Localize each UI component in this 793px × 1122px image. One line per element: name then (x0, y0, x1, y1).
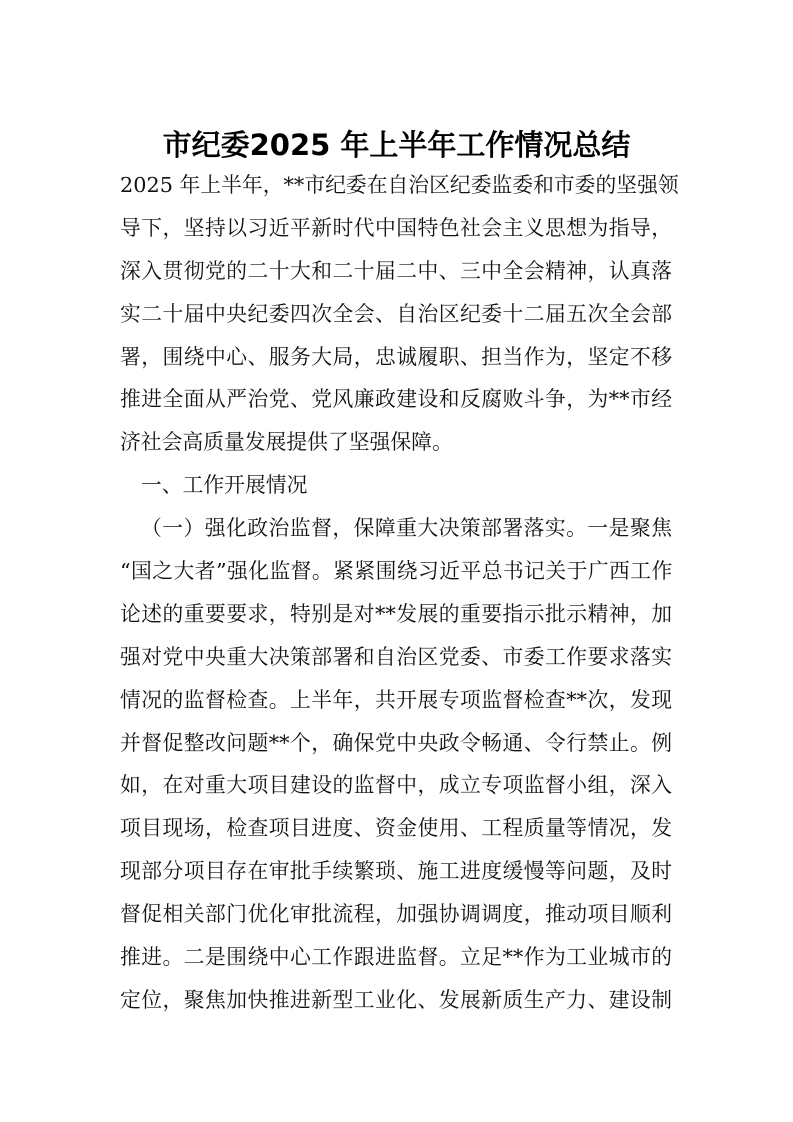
body-line: 强对党中央重大决策部署和自治区党委、市委工作要求落实 (120, 644, 672, 669)
body-line: 项目现场，检查项目进度、资金使用、工程质量等情况，发 (120, 816, 672, 841)
body-line: 并督促整改问题**个，确保党中央政令畅通、令行禁止。例 (120, 730, 672, 755)
document-body (120, 164, 679, 1022)
body-line: 推进。二是围绕中心工作跟进监督。立足**作为工业城市的 (120, 945, 672, 970)
body-line: 情况的监督检查。上半年，共开展专项监督检查**次，发现 (120, 687, 672, 712)
body-line: 署，围绕中心、服务大局，忠诚履职、担当作为，坚定不移 (120, 344, 672, 369)
body-line: 督促相关部门优化审批流程，加强协调调度，推动项目顺利 (120, 902, 672, 927)
body-line: 导下，坚持以习近平新时代中国特色社会主义思想为指导， (120, 215, 672, 240)
body-line: 定位，聚焦加快推进新型工业化、发展新质生产力、建设制 (120, 987, 672, 1012)
intro-paragraph (120, 164, 679, 464)
body-line: 论述的重要要求，特别是对**发展的重要指示批示精神，加 (120, 601, 672, 626)
body-line: 实二十届中央纪委四次全会、自治区纪委十二届五次全会部 (120, 301, 672, 326)
body-line: 济社会高质量发展提供了坚强保障。 (120, 430, 453, 455)
body-line: 如，在对重大项目建设的监督中，成立专项监督小组，深入 (120, 773, 672, 798)
body-line: 2025 年上半年，**市纪委在自治区纪委监委和市委的坚强领 (120, 173, 679, 197)
body-line: （一）强化政治监督，保障重大决策部署落实。一是聚焦 (141, 516, 672, 541)
body-line: 现部分项目存在审批手续繁琐、施工进度缓慢等问题，及时 (120, 859, 672, 884)
body-line: 推进全面从严治党、党风廉政建设和反腐败斗争，为**市经 (120, 387, 672, 412)
section-1-paragraph (120, 507, 672, 1022)
body-line: 深入贯彻党的二十大和二十届二中、三中全会精神，认真落 (120, 258, 672, 283)
section-heading: 一、工作开展情况 (141, 473, 308, 498)
document-title: 市纪委2025 年上半年工作情况总结 (162, 128, 631, 162)
body-line: “国之大者”强化监督。紧紧围绕习近平总书记关于广西工作 (120, 559, 672, 584)
